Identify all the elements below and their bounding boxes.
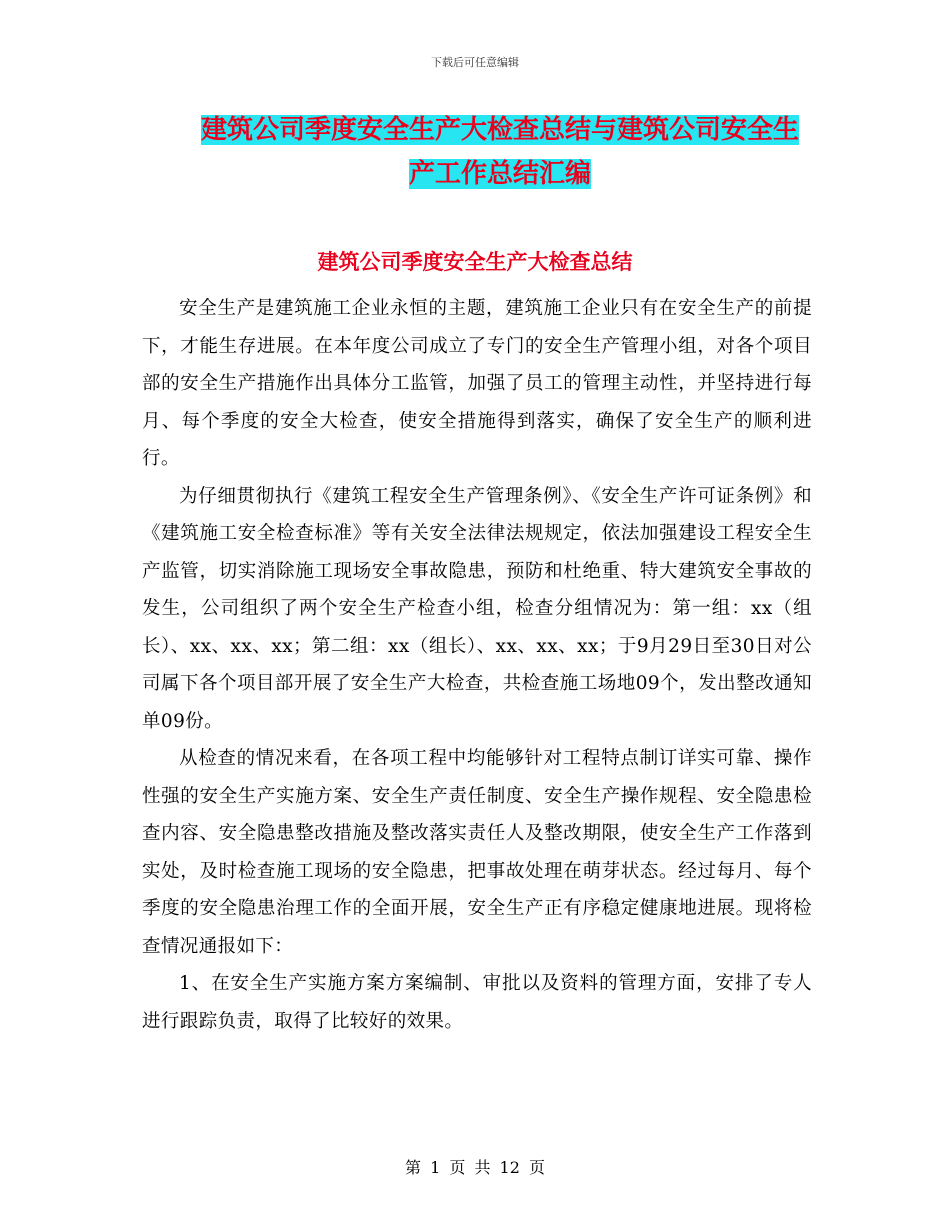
paragraph: 为仔细贯彻执行《建筑工程安全生产管理条例》、《安全生产许可证条例》和《建筑施工安全检查标准》等有关安全法律法规规定，依法加强建设工程安全生产监管，切实消除施工现场安全事故隐患，预防和杜绝重、特大建筑安全事故的发生，公司组织了两个安全生产检查小组，检查分组情况为：第一组：xx（组长）、xx、xx、xx；第二组：xx（组长）、xx、xx、xx；于9月29日至30日对公司属下各个项目部开展了安全生产大检查，共检查施工场地09个，发出整改通知单09份。: [142, 485, 812, 732]
header-note: 下载后可任意编辑: [431, 56, 519, 69]
page-footer: 第 1 页 共 12 页: [405, 1158, 545, 1177]
paragraph: 安全生产是建筑施工企业永恒的主题，建筑施工企业只有在安全生产的前提下，才能生存进展。在本年度公司成立了专门的安全生产管理小组，对各个项目部的安全生产措施作出具体分工监管，加强了员工的管理主动性，并坚持进行每月、每个季度的安全大检查，使安全措施得到落实，确保了安全生产的顺利进行。: [142, 298, 812, 469]
section-title: 建筑公司季度安全生产大检查总结: [317, 250, 633, 274]
document-title-text: 建筑公司季度安全生产大检查总结与建筑公司安全生产工作总结汇编: [200, 115, 799, 189]
document-title: [190, 108, 810, 196]
paragraph: 从检查的情况来看，在各项工程中均能够针对工程特点制订详实可靠、操作性强的安全生产实施方案、安全生产责任制度、安全生产操作规程、安全隐患检查内容、安全隐患整改措施及整改落实责任人及整改期限，使安全生产工作落到实处，及时检查施工现场的安全隐患，把事故处理在萌芽状态。经过每月、每个季度的安全隐患治理工作的全面开展，安全生产正有序稳定健康地进展。现将检查情况通报如下：: [142, 748, 812, 957]
body-text: [142, 290, 812, 1040]
paragraph: 1、在安全生产实施方案方案编制、审批以及资料的管理方面，安排了专人进行跟踪负责，取得了比较好的效果。: [142, 973, 812, 1032]
